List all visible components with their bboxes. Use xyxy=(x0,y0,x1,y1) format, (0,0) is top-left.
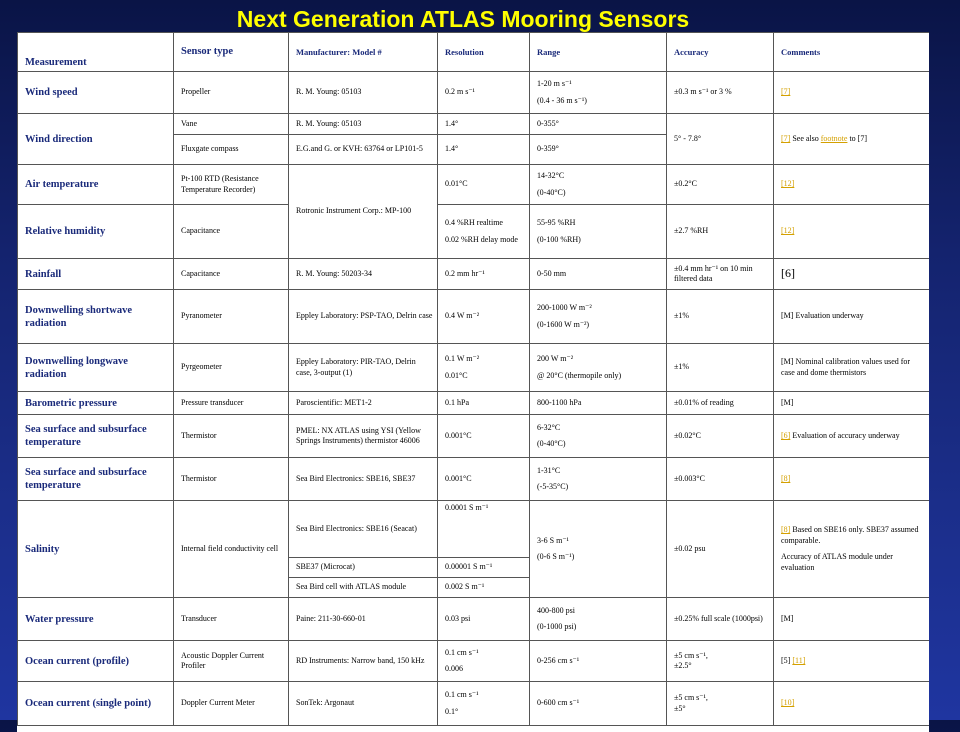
reference-text: [6] xyxy=(781,265,795,280)
accuracy-speed: ±5 cm s⁻¹, xyxy=(674,693,708,702)
accuracy-cell: ±0.003°C xyxy=(667,458,774,501)
measurement-cell: Barometric pressure xyxy=(18,392,174,415)
sensor-cell: Capacitance xyxy=(174,259,289,290)
reference-link[interactable]: [12] xyxy=(781,179,795,189)
accuracy-cell: ±0.01% of reading xyxy=(667,392,774,415)
accuracy-direction: ±5° xyxy=(674,703,686,713)
sensor-cell: Doppler Current Meter xyxy=(174,682,289,726)
header-range: Range xyxy=(530,33,667,72)
reference-link[interactable]: [6] xyxy=(781,430,791,440)
table-row xyxy=(18,344,930,392)
resolution-cell xyxy=(438,682,530,726)
accuracy-cell: ±0.3 m s⁻¹ or 3 % xyxy=(667,72,774,114)
resolution-cell: 0.0001 S m⁻¹ xyxy=(438,501,530,558)
sensor-cell: Acoustic Doppler Current Profiler xyxy=(174,641,289,682)
header-measurement: Measurement xyxy=(18,33,174,72)
range-extended: (0-100 %RH) xyxy=(537,234,581,244)
table-row xyxy=(18,501,930,558)
header-comments: Comments xyxy=(774,33,930,72)
manufacturer-cell: R. M. Young: 05103 xyxy=(289,72,438,114)
range-extended: (0-40°C) xyxy=(537,187,566,197)
manufacturer-cell: Paine: 211-30-660-01 xyxy=(289,598,438,641)
range-value: 55-95 %RH xyxy=(537,218,576,227)
resolution-cell: 1.4° xyxy=(438,114,530,135)
sensor-cell: Pyrgeometer xyxy=(174,344,289,392)
sensor-cell: Internal field conductivity cell xyxy=(174,501,289,598)
range-value: 14-32°C xyxy=(537,171,565,180)
measurement-cell: Wind direction xyxy=(18,114,174,165)
range-value: 1-31°C xyxy=(537,465,561,475)
comment-text: Evaluation of accuracy underway xyxy=(790,430,900,440)
sensor-cell: Capacitance xyxy=(174,205,289,259)
manufacturer-cell: R. M. Young: 05103 xyxy=(289,114,438,135)
sensor-table-container xyxy=(17,32,929,732)
table-row xyxy=(18,392,930,415)
table-row xyxy=(18,682,930,726)
sensor-cell: Thermistor xyxy=(174,415,289,458)
reference-link[interactable]: [8] xyxy=(781,525,791,534)
resolution-cell: 0.2 m s⁻¹ xyxy=(438,72,530,114)
sensor-cell: Transducer xyxy=(174,598,289,641)
range-extended: (0-40°C) xyxy=(537,439,566,448)
header-manufacturer: Manufacturer: Model # xyxy=(289,33,438,72)
sensor-cell: Thermistor xyxy=(174,458,289,501)
table-row xyxy=(18,114,930,135)
manufacturer-cell: Eppley Laboratory: PIR-TAO, Delrin case, 3-output (1) xyxy=(289,344,438,392)
resolution-cell xyxy=(438,641,530,682)
footnote-link[interactable]: footnote xyxy=(820,133,848,143)
measurement-cell: Rainfall xyxy=(18,259,174,290)
range-extended: (0-1000 psi) xyxy=(537,622,577,631)
range-cell xyxy=(530,72,667,114)
table-row xyxy=(18,165,930,205)
measurement-cell: Air temperature xyxy=(18,165,174,205)
range-value: 400-800 psi xyxy=(537,605,575,615)
accuracy-cell: ±0.02°C xyxy=(667,415,774,458)
range-extended: @ 20°C (thermopile only) xyxy=(537,370,622,380)
range-extended: (0.4 - 36 m s⁻¹) xyxy=(537,95,587,105)
resolution-cell: 0.002 S m⁻¹ xyxy=(438,578,530,598)
sensor-cell: Pyranometer xyxy=(174,290,289,344)
accuracy-direction: ±2.5° xyxy=(674,661,692,670)
resolution-cell: 1.4° xyxy=(438,135,530,165)
resolution-value: 0.1 cm s⁻¹ xyxy=(445,647,479,657)
sensor-cell: Pressure transducer xyxy=(174,392,289,415)
comment-cell xyxy=(774,682,930,726)
reference-link[interactable]: [10] xyxy=(781,698,795,708)
measurement-cell: Ocean current (single point) xyxy=(18,682,174,726)
table-row xyxy=(18,72,930,114)
manufacturer-cell: SonTek: Argonaut xyxy=(289,682,438,726)
accuracy-cell: ±1% xyxy=(667,344,774,392)
resolution-cell: 0.03 psi xyxy=(438,598,530,641)
accuracy-cell: ±0.2°C xyxy=(667,165,774,205)
resolution-cell: 0.001°C xyxy=(438,458,530,501)
measurement-cell: Salinity xyxy=(18,501,174,598)
range-cell: 0-256 cm s⁻¹ xyxy=(530,641,667,682)
range-cell xyxy=(530,344,667,392)
header-sensor-type: Sensor type xyxy=(174,33,289,72)
comment-text: Based on SBE16 only. SBE37 assumed comparable. xyxy=(781,525,919,545)
resolution-cell: 0.00001 S m⁻¹ xyxy=(438,558,530,578)
comment-cell: [M] xyxy=(774,392,930,415)
accuracy-cell xyxy=(667,682,774,726)
range-cell: 0-50 mm xyxy=(530,259,667,290)
resolution-realtime: 0.4 %RH realtime xyxy=(445,218,503,227)
measurement-cell: Water pressure xyxy=(18,598,174,641)
range-cell xyxy=(530,458,667,501)
range-cell: 800-1100 hPa xyxy=(530,392,667,415)
range-cell xyxy=(530,290,667,344)
range-cell: 0-359° xyxy=(530,135,667,165)
accuracy-cell xyxy=(667,641,774,682)
range-extended: (-5-35°C) xyxy=(537,482,569,491)
manufacturer-cell: RD Instruments: Narrow band, 150 kHz xyxy=(289,641,438,682)
range-value: 6-32°C xyxy=(537,422,561,432)
comment-text: Accuracy of ATLAS module under evaluation xyxy=(781,552,893,572)
table-row xyxy=(18,641,930,682)
sensor-cell: Pt-100 RTD (Resistance Temperature Recorder) xyxy=(174,165,289,205)
manufacturer-cell: Eppley Laboratory: PSP-TAO, Delrin case xyxy=(289,290,438,344)
manufacturer-cell: Paroscientific: MET1-2 xyxy=(289,392,438,415)
sensor-cell: Fluxgate compass xyxy=(174,135,289,165)
measurement-cell: Downwelling longwave radiation xyxy=(18,344,174,392)
header-row xyxy=(18,33,930,72)
comment-cell xyxy=(774,501,930,598)
range-cell xyxy=(530,415,667,458)
page-title: Next Generation ATLAS Mooring Sensors xyxy=(236,6,690,32)
reference-link[interactable]: [7] xyxy=(781,133,791,143)
accuracy-cell: ±0.4 mm hr⁻¹ on 10 min filtered data xyxy=(667,259,774,290)
table-row xyxy=(18,205,930,259)
resolution-value: 0.1 W m⁻² xyxy=(445,354,480,363)
range-cell: 0-600 cm s⁻¹ xyxy=(530,682,667,726)
range-value: 200-1000 W m⁻² xyxy=(537,303,592,312)
comment-text: See also xyxy=(790,133,821,143)
comment-cell: [M] Nominal calibration values used for case and dome thermistors xyxy=(774,344,930,392)
accuracy-cell: 5° - 7.8° xyxy=(667,114,774,165)
accuracy-cell: ±1% xyxy=(667,290,774,344)
resolution-value: 0.1 cm s⁻¹ xyxy=(445,690,479,699)
range-extended: (0-1600 W m⁻²) xyxy=(537,319,590,329)
comment-cell xyxy=(774,165,930,205)
accuracy-speed: ±5 cm s⁻¹, xyxy=(674,650,708,660)
header-resolution: Resolution xyxy=(438,33,530,72)
manufacturer-cell: E.G.and G. or KVH: 63764 or LP101-5 xyxy=(289,135,438,165)
resolution-value: 0.1° xyxy=(445,706,459,716)
measurement-cell: Wind speed xyxy=(18,72,174,114)
table-row xyxy=(18,415,930,458)
sensor-cell: Vane xyxy=(174,114,289,135)
range-value: 3-6 S m⁻¹ xyxy=(537,535,569,545)
comment-cell: [M] Evaluation underway xyxy=(774,290,930,344)
measurement-cell: Ocean current (profile) xyxy=(18,641,174,682)
comment-cell xyxy=(774,641,930,682)
measurement-cell: Downwelling shortwave radiation xyxy=(18,290,174,344)
comment-cell xyxy=(774,458,930,501)
comment-cell xyxy=(774,259,930,290)
comment-cell xyxy=(774,415,930,458)
range-value: 200 W m⁻² xyxy=(537,354,574,363)
measurement-cell: Sea surface and subsurface temperature xyxy=(18,458,174,501)
sensor-cell: Propeller xyxy=(174,72,289,114)
accuracy-cell: ±0.25% full scale (1000psi) xyxy=(667,598,774,641)
resolution-value: 0.01°C xyxy=(445,370,468,380)
comment-cell xyxy=(774,72,930,114)
resolution-cell: 0.01°C xyxy=(438,165,530,205)
table-row xyxy=(18,458,930,501)
comment-text: to [7] xyxy=(847,133,867,143)
range-cell xyxy=(530,501,667,598)
range-cell xyxy=(530,598,667,641)
resolution-cell: 0.2 mm hr⁻¹ xyxy=(438,259,530,290)
comment-cell: [M] xyxy=(774,598,930,641)
resolution-cell: 0.001°C xyxy=(438,415,530,458)
table-row xyxy=(18,290,930,344)
comment-cell xyxy=(774,114,930,165)
comment-cell xyxy=(774,205,930,259)
manufacturer-cell: PMEL: NX ATLAS using YSI (Yellow Springs Instruments) thermistor 46006 xyxy=(289,415,438,458)
manufacturer-cell: Sea Bird cell with ATLAS module xyxy=(289,578,438,598)
reference-link[interactable]: [8] xyxy=(781,473,791,483)
manufacturer-cell: Rotronic Instrument Corp.: MP-100 xyxy=(289,165,438,259)
accuracy-cell: ±0.02 psu xyxy=(667,501,774,598)
resolution-cell xyxy=(438,205,530,259)
manufacturer-cell: R. M. Young: 50203-34 xyxy=(289,259,438,290)
table-row xyxy=(18,598,930,641)
resolution-delay: 0.02 %RH delay mode xyxy=(445,234,518,244)
reference-link[interactable]: [12] xyxy=(781,226,795,236)
range-value: 1-20 m s⁻¹ xyxy=(537,79,572,88)
manufacturer-cell: Sea Bird Electronics: SBE16, SBE37 xyxy=(289,458,438,501)
resolution-cell: 0.4 W m⁻² xyxy=(438,290,530,344)
resolution-cell: 0.1 hPa xyxy=(438,392,530,415)
reference-link[interactable]: [11] xyxy=(792,655,806,665)
measurement-cell: Sea surface and subsurface temperature xyxy=(18,415,174,458)
resolution-value: 0.006 xyxy=(445,664,463,673)
reference-text: [5] xyxy=(781,655,793,665)
range-cell: 0-355° xyxy=(530,114,667,135)
manufacturer-cell: Sea Bird Electronics: SBE16 (Seacat) xyxy=(289,501,438,558)
range-cell xyxy=(530,165,667,205)
header-accuracy: Accuracy xyxy=(667,33,774,72)
range-cell xyxy=(530,205,667,259)
resolution-cell xyxy=(438,344,530,392)
sensor-table xyxy=(17,32,929,726)
measurement-cell: Relative humidity xyxy=(18,205,174,259)
accuracy-cell: ±2.7 %RH xyxy=(667,205,774,259)
manufacturer-cell: SBE37 (Microcat) xyxy=(289,558,438,578)
table-row xyxy=(18,259,930,290)
range-extended: (0-6 S m⁻¹) xyxy=(537,552,575,561)
reference-link[interactable]: [7] xyxy=(781,87,791,97)
